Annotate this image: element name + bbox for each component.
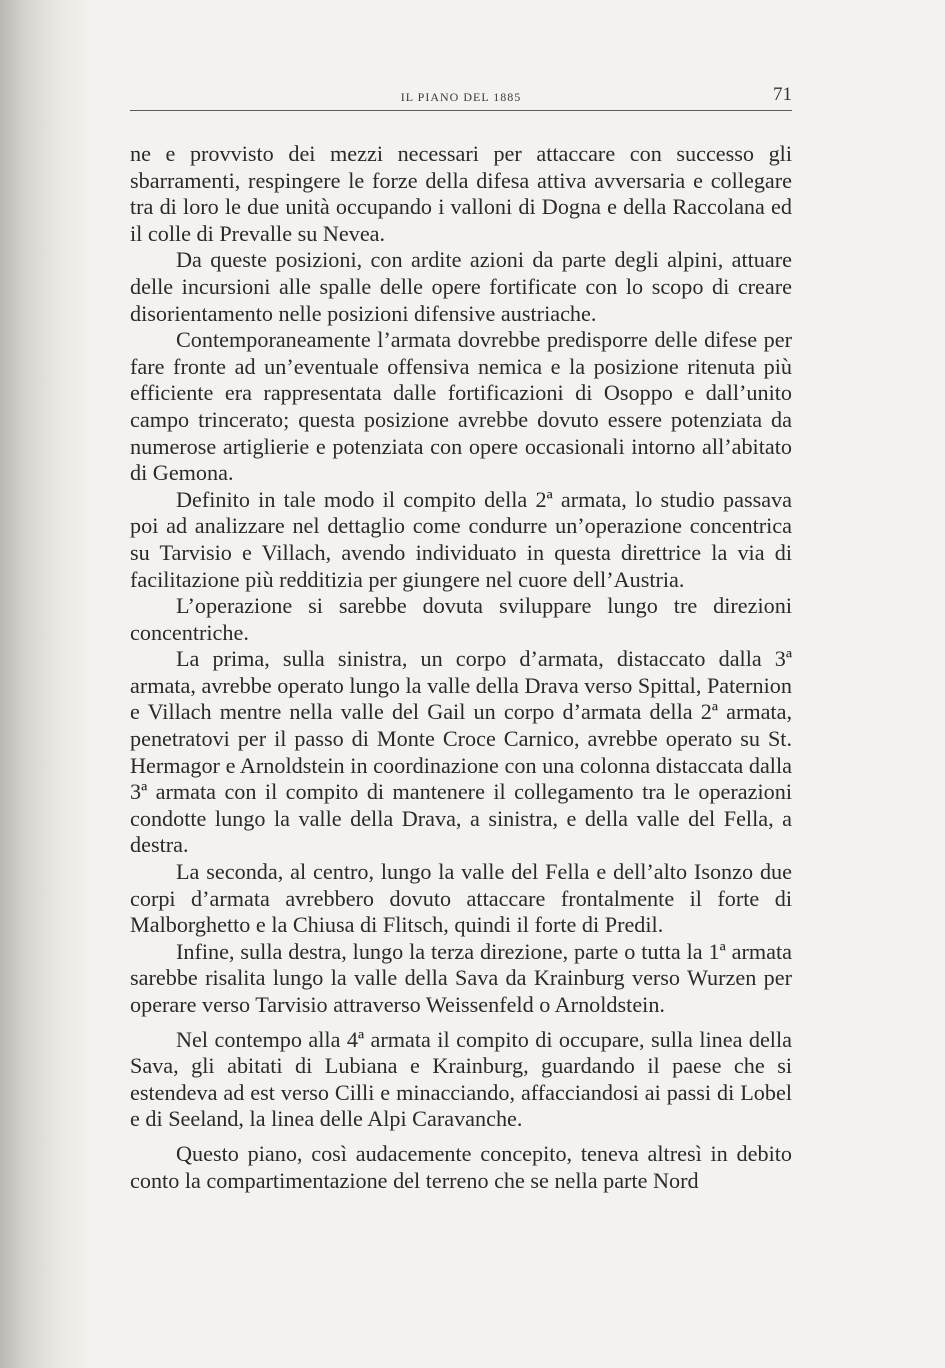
running-title: IL PIANO DEL 1885 (400, 90, 522, 104)
paragraph-5: L’operazione si sarebbe dovuta sviluppare lungo tre direzioni concentriche. (130, 593, 792, 645)
paragraph-3: Contemporaneamente l’armata dovrebbe predisporre delle difese per fare fronte ad un’eventuale offensiva nemica e la posizione ritenuta più efficiente era rappresentata dalle fortificazioni di Osoppo e dall’unito campo trincerato; questa posizione avrebbe dovuto essere potenziata da numerose artiglierie e potenziata con opere occasionali intorno all’abitato di Gemona. (130, 327, 792, 486)
book-gutter-shadow (0, 0, 90, 1368)
running-header (130, 80, 792, 111)
paragraph-7: La seconda, al centro, lungo la valle del Fella e dell’alto Isonzo due corpi d’armata avrebbero dovuto attaccare frontalmente il forte di Malborghetto e la Chiusa di Flitsch, quindi il forte di Predil. (130, 859, 792, 938)
paragraph-2: Da queste posizioni, con ardite azioni da parte degli alpini, attuare delle incursioni alle spalle delle opere fortificate con lo scopo di creare disorientamento nelle posizioni difensive austriache. (130, 247, 792, 326)
paragraph-10: Questo piano, così audacemente concepito, teneva altresì in debito conto la compartimentazione del terreno che se nella parte Nord (130, 1140, 792, 1193)
book-page (130, 0, 792, 1368)
paragraph-8: Infine, sulla destra, lungo la terza direzione, parte o tutta la 1ª armata sarebbe risalita lungo la valle della Sava da Krainburg verso Wurzen per operare verso Tarvisio attraverso Weissenfeld o Arnoldstein. (130, 938, 792, 1017)
paragraph-9: Nel contempo alla 4ª armata il compito di occupare, sulla linea della Sava, gli abitati di Lubiana e Krainburg, guardando il paese che si estendeva ad est verso Cilli e minacciando, affacciandosi ai passi di Lobel e di Seeland, la linea delle Alpi Caravanche. (130, 1026, 792, 1132)
paragraph-1: ne e provvisto dei mezzi necessari per attaccare con successo gli sbarramenti, respingere le forze della difesa attiva avversaria e collegare tra di loro le due unità occupando i valloni di Dogna e della Raccolana ed il colle di Prevalle su Nevea. (130, 141, 792, 246)
paragraph-6: La prima, sulla sinistra, un corpo d’armata, distaccato dalla 3ª armata, avrebbe operato lungo la valle della Drava verso Spittal, Paternion e Villach mentre nella valle del Gail un corpo d’armata della 2ª armata, penetratovi per il passo di Monte Croce Carnico, avrebbe operato su St. Hermagor e Arnoldstein in coordinazione con una colonna distaccata dalla 3ª armata con il compito di mantenere il collegamento tra le operazioni condotte lungo la valle della Drava, a sinistra, e della valle del Fella, a destra. (130, 646, 792, 858)
paragraph-4: Definito in tale modo il compito della 2ª armata, lo studio passava poi ad analizzare nel dettaglio come condurre un’operazione concentrica su Tarvisio e Villach, avendo individuato in questa direttrice la via di facilitazione più redditizia per giungere nel cuore dell’Austria. (130, 486, 792, 592)
body-text (130, 141, 792, 1194)
page-number: 71 (773, 84, 792, 105)
